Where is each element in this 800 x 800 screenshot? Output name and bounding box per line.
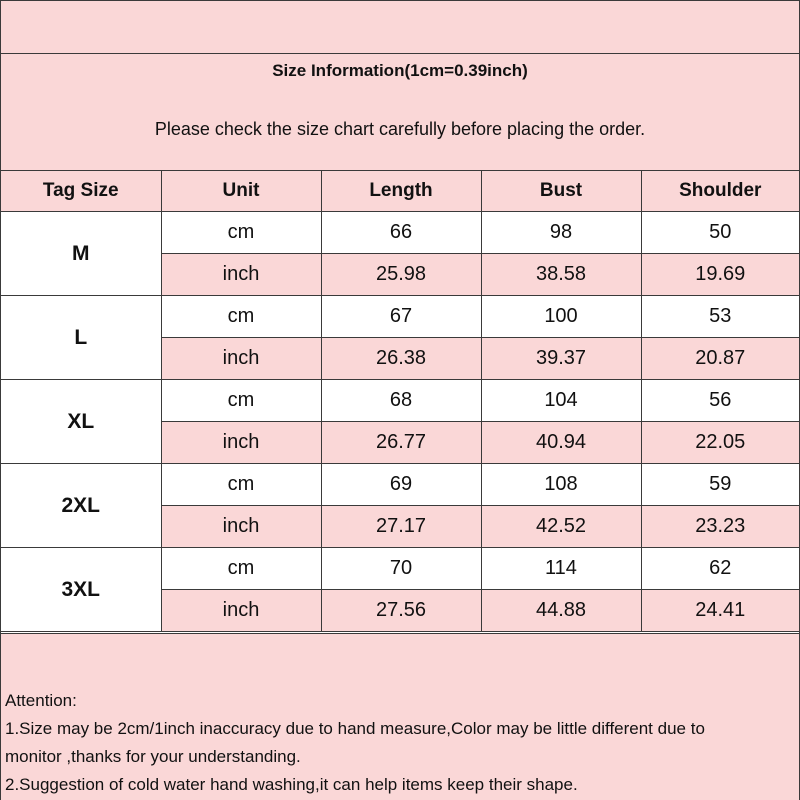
- header-shoulder: Shoulder: [641, 171, 799, 212]
- shoulder-cell: 59: [641, 464, 799, 506]
- bust-cell: 100: [481, 296, 641, 338]
- length-cell: 27.56: [321, 590, 481, 632]
- shoulder-cell: 24.41: [641, 590, 799, 632]
- attention-notes: [5, 687, 795, 799]
- bust-cell: 39.37: [481, 338, 641, 380]
- length-cell: 67: [321, 296, 481, 338]
- attention-line-2: monitor ,thanks for your understanding.: [5, 747, 301, 766]
- bust-cell: 44.88: [481, 590, 641, 632]
- size-table: [1, 170, 799, 632]
- tag-size-cell: L: [1, 296, 161, 380]
- tag-size-cell: 2XL: [1, 464, 161, 548]
- table-header-row: [1, 171, 799, 212]
- unit-cell: cm: [161, 548, 321, 590]
- bust-cell: 104: [481, 380, 641, 422]
- unit-cell: cm: [161, 296, 321, 338]
- header-bust: Bust: [481, 171, 641, 212]
- unit-cell: cm: [161, 380, 321, 422]
- attention-line-1: 1.Size may be 2cm/1inch inaccuracy due to hand measure,Color may be little different due to: [5, 719, 705, 738]
- bust-cell: 98: [481, 212, 641, 254]
- unit-cell: inch: [161, 590, 321, 632]
- bust-cell: 40.94: [481, 422, 641, 464]
- unit-cell: inch: [161, 422, 321, 464]
- table-row: [1, 464, 799, 506]
- tag-size-cell: XL: [1, 380, 161, 464]
- tag-size-cell: 3XL: [1, 548, 161, 632]
- length-cell: 68: [321, 380, 481, 422]
- header-unit: Unit: [161, 171, 321, 212]
- shoulder-cell: 19.69: [641, 254, 799, 296]
- length-cell: 69: [321, 464, 481, 506]
- length-cell: 70: [321, 548, 481, 590]
- table-row: [1, 296, 799, 338]
- shoulder-cell: 20.87: [641, 338, 799, 380]
- attention-heading: Attention:: [5, 691, 77, 710]
- length-cell: 27.17: [321, 506, 481, 548]
- length-cell: 26.77: [321, 422, 481, 464]
- unit-cell: cm: [161, 464, 321, 506]
- shoulder-cell: 23.23: [641, 506, 799, 548]
- length-cell: 25.98: [321, 254, 481, 296]
- bust-cell: 108: [481, 464, 641, 506]
- table-row: [1, 548, 799, 590]
- length-cell: 26.38: [321, 338, 481, 380]
- shoulder-cell: 62: [641, 548, 799, 590]
- size-chart-title: Size Information(1cm=0.39inch): [1, 53, 799, 89]
- table-row: [1, 380, 799, 422]
- bust-cell: 114: [481, 548, 641, 590]
- header-tag-size: Tag Size: [1, 171, 161, 212]
- bust-cell: 42.52: [481, 506, 641, 548]
- bust-cell: 38.58: [481, 254, 641, 296]
- header-length: Length: [321, 171, 481, 212]
- attention-line-3: 2.Suggestion of cold water hand washing,it can help items keep their shape.: [5, 775, 578, 794]
- shoulder-cell: 56: [641, 380, 799, 422]
- shoulder-cell: 50: [641, 212, 799, 254]
- shoulder-cell: 53: [641, 296, 799, 338]
- size-check-note: Please check the size chart carefully before placing the order.: [1, 87, 799, 171]
- unit-cell: inch: [161, 338, 321, 380]
- unit-cell: cm: [161, 212, 321, 254]
- top-band: [1, 1, 799, 53]
- unit-cell: inch: [161, 254, 321, 296]
- length-cell: 66: [321, 212, 481, 254]
- unit-cell: inch: [161, 506, 321, 548]
- tag-size-cell: M: [1, 212, 161, 296]
- table-row: [1, 212, 799, 254]
- shoulder-cell: 22.05: [641, 422, 799, 464]
